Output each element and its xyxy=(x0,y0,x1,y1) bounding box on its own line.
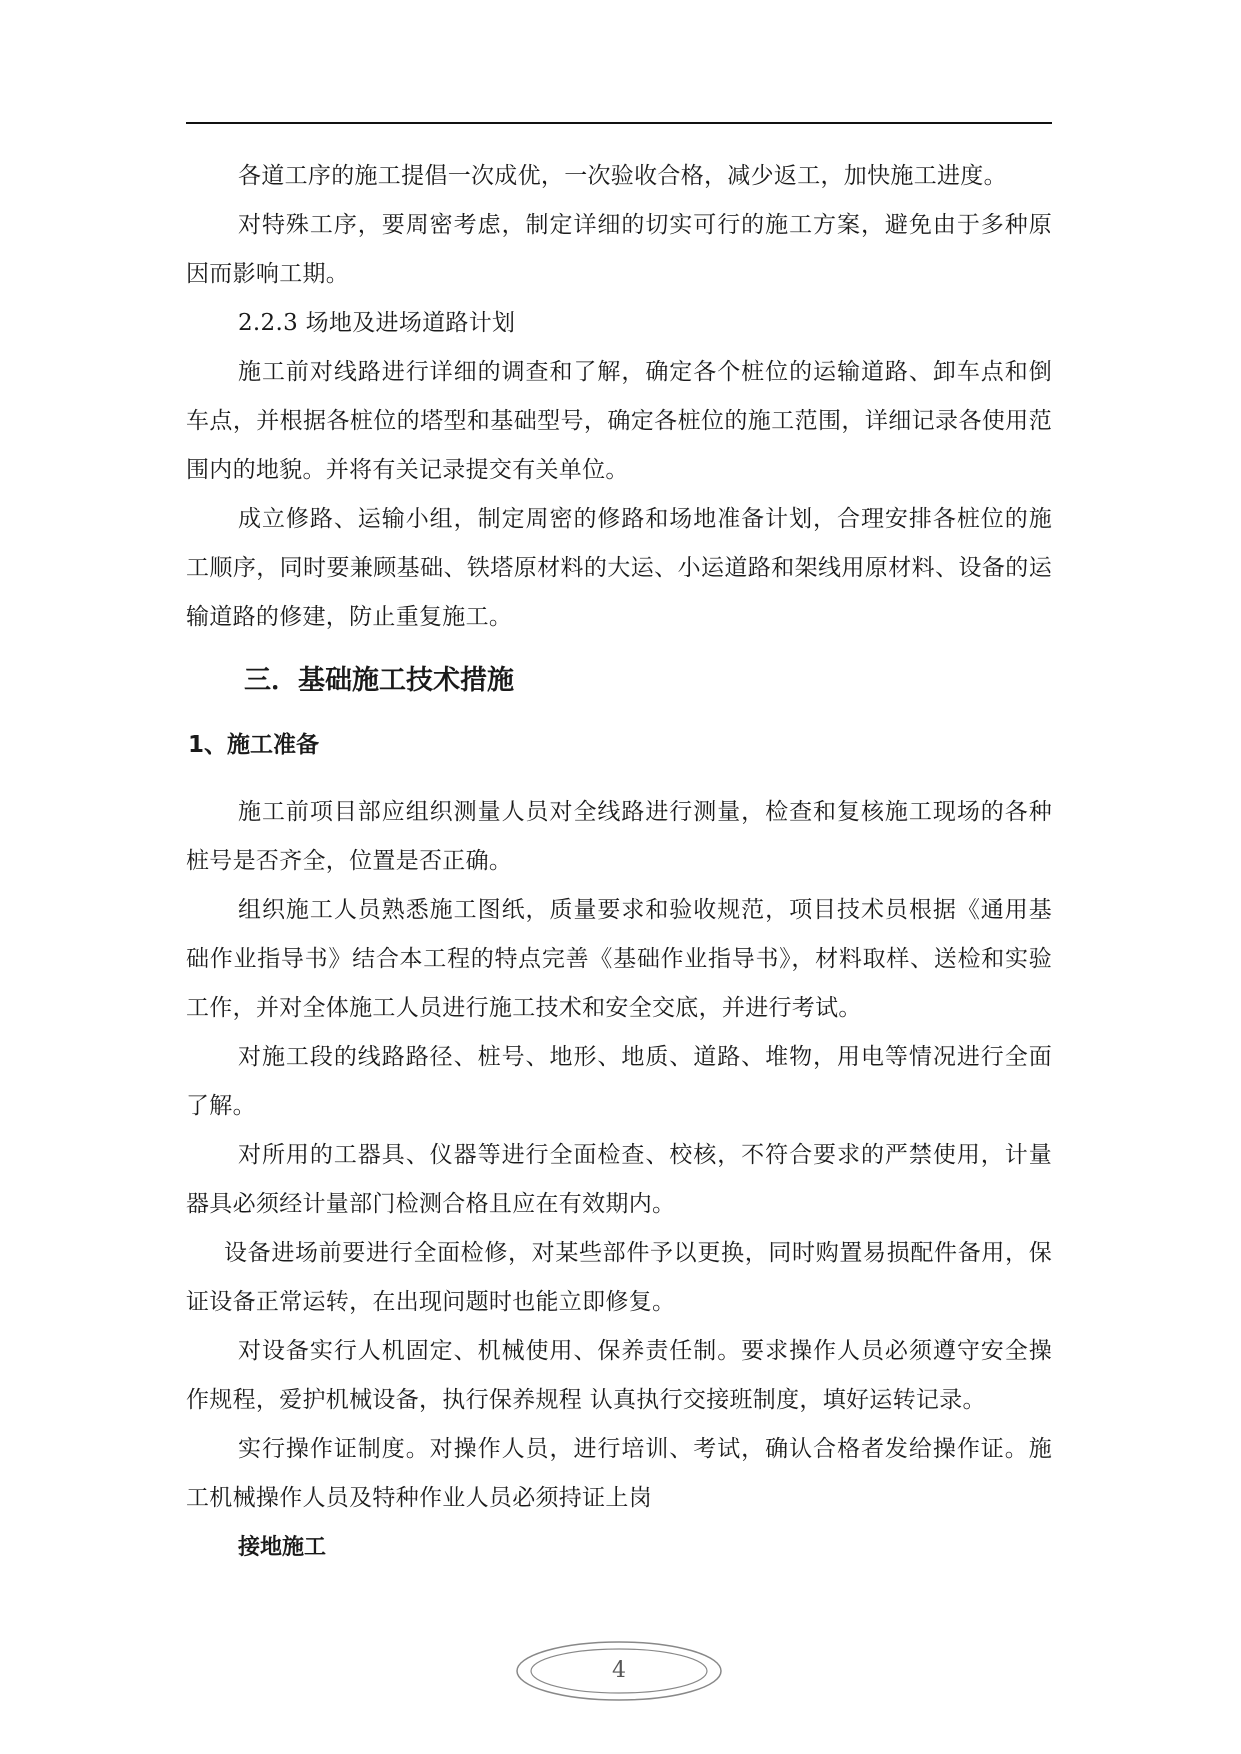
paragraph: 设备进场前要进行全面检修，对某些部件予以更换，同时购置易损配件备用，保证设备正常运转，在出现问题时也能立即修复。 xyxy=(186,1240,1052,1315)
section-title: 三．基础施工技术措施 xyxy=(244,665,514,696)
paragraph: 对设备实行人机固定、机械使用、保养责任制。要求操作人员必须遵守安全操作规程，爱护机械设备，执行保养规程 认真执行交接班制度，填好运转记录。 xyxy=(186,1338,1052,1413)
page-number: 4 xyxy=(612,1658,626,1683)
paragraph: 对施工段的线路路径、桩号、地形、地质、道路、堆物，用电等情况进行全面了解。 xyxy=(186,1044,1052,1119)
paragraph: 施工前项目部应组织测量人员对全线路进行测量，检查和复核施工现场的各种桩号是否齐全，位置是否正确。 xyxy=(186,799,1052,874)
paragraph: 组织施工人员熟悉施工图纸，质量要求和验收规范，项目技术员根据《通用基础作业指导书》结合本工程的特点完善《基础作业指导书》，材料取样、送检和实验工作，并对全体施工人员进行施工技术和安全交底，并进行考试。 xyxy=(186,897,1052,1021)
paragraph: 对所用的工器具、仪器等进行全面检查、校核，不符合要求的严禁使用，计量器具必须经计量部门检测合格且应在有效期内。 xyxy=(186,1142,1052,1217)
paragraph: 成立修路、运输小组，制定周密的修路和场地准备计划，合理安排各桩位的施工顺序，同时要兼顾基础、铁塔原材料的大运、小运道路和架线用原材料、设备的运输道路的修建，防止重复施工。 xyxy=(186,506,1052,630)
subsection-heading-2-2-3: 2.2.3 场地及进场道路计划 xyxy=(238,310,516,336)
paragraph: 各道工序的施工提倡一次成优，一次验收合格，减少返工，加快施工进度。 xyxy=(238,163,1007,189)
paragraph: 实行操作证制度。对操作人员，进行培训、考试，确认合格者发给操作证。施工机械操作人员及特种作业人员必须持证上岗 xyxy=(186,1436,1052,1511)
subheading-grounding: 接地施工 xyxy=(238,1535,327,1560)
paragraph: 对特殊工序，要周密考虑，制定详细的切实可行的施工方案，避免由于多种原因而影响工期。 xyxy=(186,212,1052,287)
document-body xyxy=(186,152,1052,1572)
page-number-badge xyxy=(514,1639,724,1703)
subheading-construction-prep: 1、施工准备 xyxy=(188,732,320,758)
paragraph: 施工前对线路进行详细的调查和了解，确定各个桩位的运输道路、卸车点和倒车点，并根据各桩位的塔型和基础型号，确定各桩位的施工范围，详细记录各使用范围内的地貌。并将有关记录提交有关单位。 xyxy=(186,359,1052,483)
header-rule xyxy=(186,122,1052,124)
